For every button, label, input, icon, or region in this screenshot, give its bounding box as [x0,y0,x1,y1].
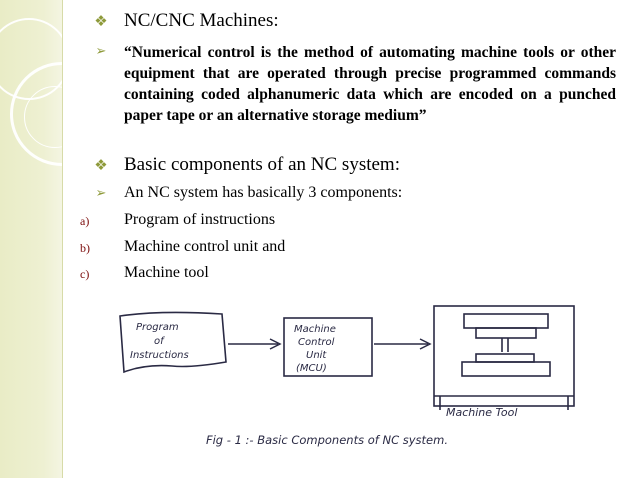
list-letter: b) [80,241,90,255]
list-item-text: Program of instructions [124,211,276,228]
list-item-text: Machine tool [124,264,209,281]
program-box-line: of [154,336,164,347]
mcu-box-line: Control [298,337,335,348]
machine-tool-label: Machine Tool [446,406,518,419]
nc-system-diagram [110,292,630,464]
heading-text: Basic components of an NC system: [124,154,400,175]
diamond-bullet-icon: ❖ [94,156,108,174]
mcu-box-line: Unit [306,350,327,361]
arrow-bullet-icon: ➢ [95,44,107,59]
mcu-box-line: (MCU) [296,363,327,374]
machine-tool-drawing [434,306,574,410]
diamond-bullet-icon: ❖ [94,12,108,30]
list-letter: c) [80,267,90,281]
program-box-line: Program [136,322,179,333]
definition-text: “Numerical control is the method of automating machine tools or other equipment that are operated through precise programmed commands containing coded alphanumeric data which are encoded on a punched paper tape or an alternative storage medium” [124,44,616,124]
mcu-box-line: Machine [294,324,336,335]
program-box-line: Instructions [130,350,189,361]
arrow-bullet-icon: ➢ [95,186,107,201]
body-text: An NC system has basically 3 components: [124,184,403,201]
list-letter: a) [80,214,90,228]
diagram-caption: Fig - 1 :- Basic Components of NC system. [206,433,448,447]
list-item-text: Machine control unit and [124,238,286,255]
heading-text: NC/CNC Machines: [124,10,279,31]
